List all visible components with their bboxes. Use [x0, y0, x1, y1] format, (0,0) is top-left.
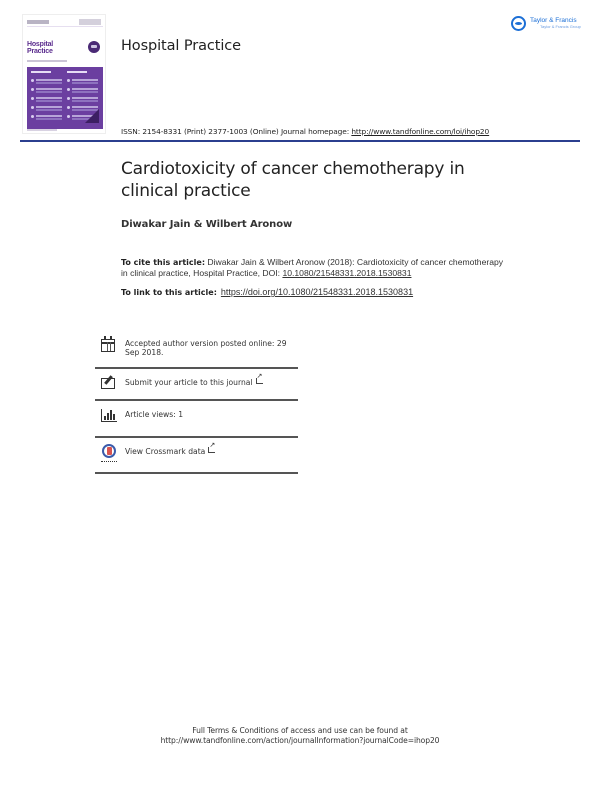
calendar-icon	[101, 339, 115, 352]
external-link-icon	[256, 378, 263, 384]
info-item-submit[interactable]	[95, 369, 298, 401]
cover-title-line1: Hospital	[27, 41, 54, 48]
journal-title: Hospital Practice	[121, 38, 241, 54]
info-item-views	[95, 401, 298, 438]
issn-text: ISSN: 2154-8331 (Print) 2377-1003 (Online) Journal homepage:	[121, 127, 352, 136]
terms-text: Full Terms & Conditions of access and use can be found at	[192, 726, 408, 735]
journal-cover-image	[22, 14, 106, 134]
article-title: Cardiotoxicity of cancer chemotherapy in clinical practice	[121, 159, 465, 201]
accepted-date-text: Accepted author version posted online: 29 Sep 2018.	[125, 339, 287, 357]
submit-article-link[interactable]: Submit your article to this journal	[125, 378, 253, 387]
info-item-crossmark[interactable]	[95, 438, 298, 474]
terms-url[interactable]: http://www.tandfonline.com/action/journalInformation?journalCode=ihop20	[160, 736, 440, 745]
link-label: To link to this article:	[121, 288, 217, 297]
info-item-accepted	[95, 330, 298, 369]
bar-chart-icon	[101, 409, 117, 422]
taylor-francis-logo-icon	[511, 16, 526, 31]
cite-label: To cite this article:	[121, 258, 206, 267]
crossmark-link[interactable]: View Crossmark data	[125, 447, 206, 456]
header-divider	[20, 140, 580, 142]
cover-header-strip	[27, 19, 103, 27]
edit-icon	[101, 378, 115, 389]
article-views-text: Article views: 1	[125, 410, 184, 419]
cover-footer-line	[27, 129, 57, 131]
cover-subtitle-line	[27, 60, 67, 62]
issn-line	[121, 127, 489, 136]
cover-title	[27, 41, 53, 55]
cite-text: Diwakar Jain & Wilbert Aronow (2018): Cardiotoxicity of cancer chemotherapy in clinical practice, Hospital Practice, DOI:	[121, 257, 504, 278]
cover-contents-panel	[27, 67, 103, 129]
article-link-block	[121, 287, 413, 297]
publisher-tagline: Taylor & Francis Group	[540, 23, 581, 29]
article-info-list	[95, 330, 298, 474]
external-link-icon	[208, 447, 215, 453]
crossmark-icon	[102, 444, 116, 458]
citation-block	[121, 257, 511, 279]
journal-homepage-link[interactable]: http://www.tandfonline.com/loi/ihop20	[351, 127, 490, 136]
cover-corner-flag	[85, 109, 99, 123]
cover-badge-icon	[88, 41, 100, 53]
publisher-name: Taylor & Francis	[530, 16, 577, 24]
doi-link[interactable]: 10.1080/21548331.2018.1530831	[282, 268, 412, 278]
cover-title-line2: Practice	[27, 48, 53, 55]
article-url-link[interactable]: https://doi.org/10.1080/21548331.2018.1530831	[220, 287, 414, 297]
article-authors: Diwakar Jain & Wilbert Aronow	[121, 219, 293, 230]
publisher-logo	[511, 16, 581, 31]
terms-footer	[0, 726, 600, 746]
